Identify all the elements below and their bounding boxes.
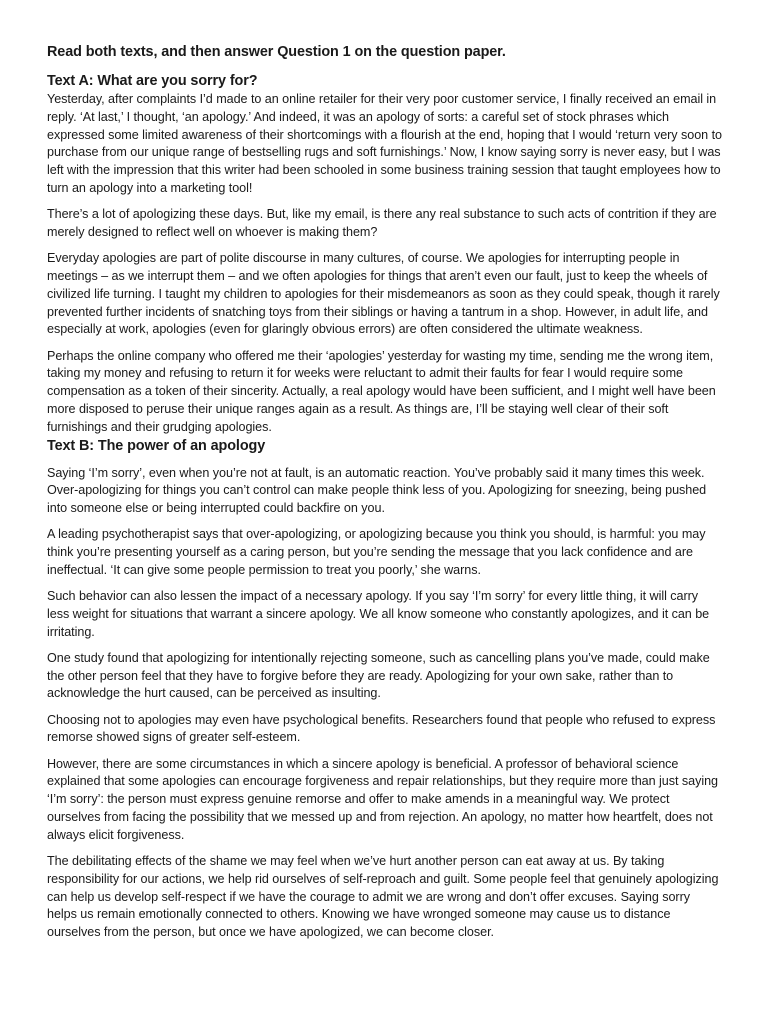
text-b-paragraph: One study found that apologizing for intentionally rejecting someone, such as cancelling plans you’ve made, could make the other person feel that they have to forgive before they are ready. Apologizing for your own sake, rather than to acknowledge the hurt caused, can be perceived as insulting. [47, 650, 710, 701]
text-b-paragraph: A leading psychotherapist says that over-apologizing, or apologizing because you think you should, is harmful: you may think you’re presenting yourself as a caring person, but you’re sending the message that you lack confidence and are ineffectual. ‘It can give some people permission to treat you poorly,’ she warns. [47, 527, 706, 577]
text-b-paragraph: The debilitating effects of the shame we may feel when we’ve hurt another person can eat away at us. By taking responsibility for our actions, we help rid ourselves of self-reproach and guilt. Some people feel that genuinely apologizing can help us develop self-respect if we have the courage to admit we are wrong and don’t offer excuses. Saying sorry helps us remain emotionally connected to others. Knowing we have wronged someone may cause us to distance ourselves from the person, but once we have apologized, we can become closer. [47, 854, 719, 940]
instruction-text: Read both texts, and then answer Question 1 on the question paper. [47, 44, 506, 60]
document-page [47, 43, 723, 942]
text-a-section [47, 72, 723, 437]
text-a-paragraph: Yesterday, after complaints I’d made to an online retailer for their very poor customer service, I finally received an email in reply. ‘At last,’ I thought, ‘an apology.’ And indeed, it was an apology of sorts: a careful set of stock phrases which expressed some limited awareness of their shortcomings with a flourish at the end, hoping that I would ‘return very soon to purchase from our unique range of bestselling rugs and soft furnishings.’ Now, I know saying sorry is never easy, but I was left with the impression that this writer had been schooled in some business training session that taught employees how to turn an apology into a marketing tool! [47, 92, 722, 195]
text-a-paragraph: Perhaps the online company who offered me their ‘apologies’ yesterday for wasting my time, sending me the wrong item, taking my money and refusing to return it for weeks were reluctant to admit their faults for fear I would require some compensation as a token of their sincerity. Actually, a real apology would have been sufficient, and I might well have been more disposed to peruse their unique ranges again as a result. As things are, I’ll be staying well clear of their soft furnishings and their grudging apologies. [47, 348, 716, 434]
text-a-paragraph: Everyday apologies are part of polite discourse in many cultures, of course. We apologies for interrupting people in meetings – as we interrupt them – and we often apologies for things that aren’t even our fault, just to keep the wheels of civilized life turning. I taught my children to apologies for their misdemeanors as soon as they could speak, though it rarely prevented further incidents of snatching toys from their siblings or having a tantrum in a shop. However, in adult life, and especially at work, apologies (even for glaringly obvious errors) are often considered the ultimate weakness. [47, 251, 720, 337]
text-b-paragraph: Saying ‘I’m sorry’, even when you’re not at fault, is an automatic reaction. You’ve probably said it many times this week. Over-apologizing for things you can’t control can make people think less of you. Apologizing for sneezing, being pushed into someone else or being interrupted could backfire on you. [47, 465, 707, 516]
text-b-paragraph: However, there are some circumstances in which a sincere apology is beneficial. A professor of behavioral science explained that some apologies can encourage forgiveness and repair relationships, but they require more than just saying ‘I’m sorry’: the person must express genuine remorse and offer to make amends in a meaningful way. We protect ourselves from facing the possibility that we messed up and from rejection. An apology, no matter how heartfelt, does not always elicit forgiveness. [47, 756, 718, 842]
text-b-paragraph: Choosing not to apologies may even have psychological benefits. Researchers found that people who refused to express remorse showed signs of greater self-esteem. [47, 712, 716, 745]
text-b-section [47, 437, 723, 942]
text-b-heading: Text B: The power of an apology [47, 437, 266, 454]
text-a-paragraph: There’s a lot of apologizing these days. But, like my email, is there any real substance to such acts of contrition if they are merely designed to reflect well on whoever is making them? [47, 207, 717, 239]
text-b-paragraph: Such behavior can also lessen the impact of a necessary apology. If you say ‘I’m sorry’ for every little thing, it will carry less weight for situations that warrant a sincere apology. We all know someone who constantly apologizes, and it can be irritating. [47, 589, 710, 639]
text-a-heading: Text A: What are you sorry for? [47, 73, 258, 89]
